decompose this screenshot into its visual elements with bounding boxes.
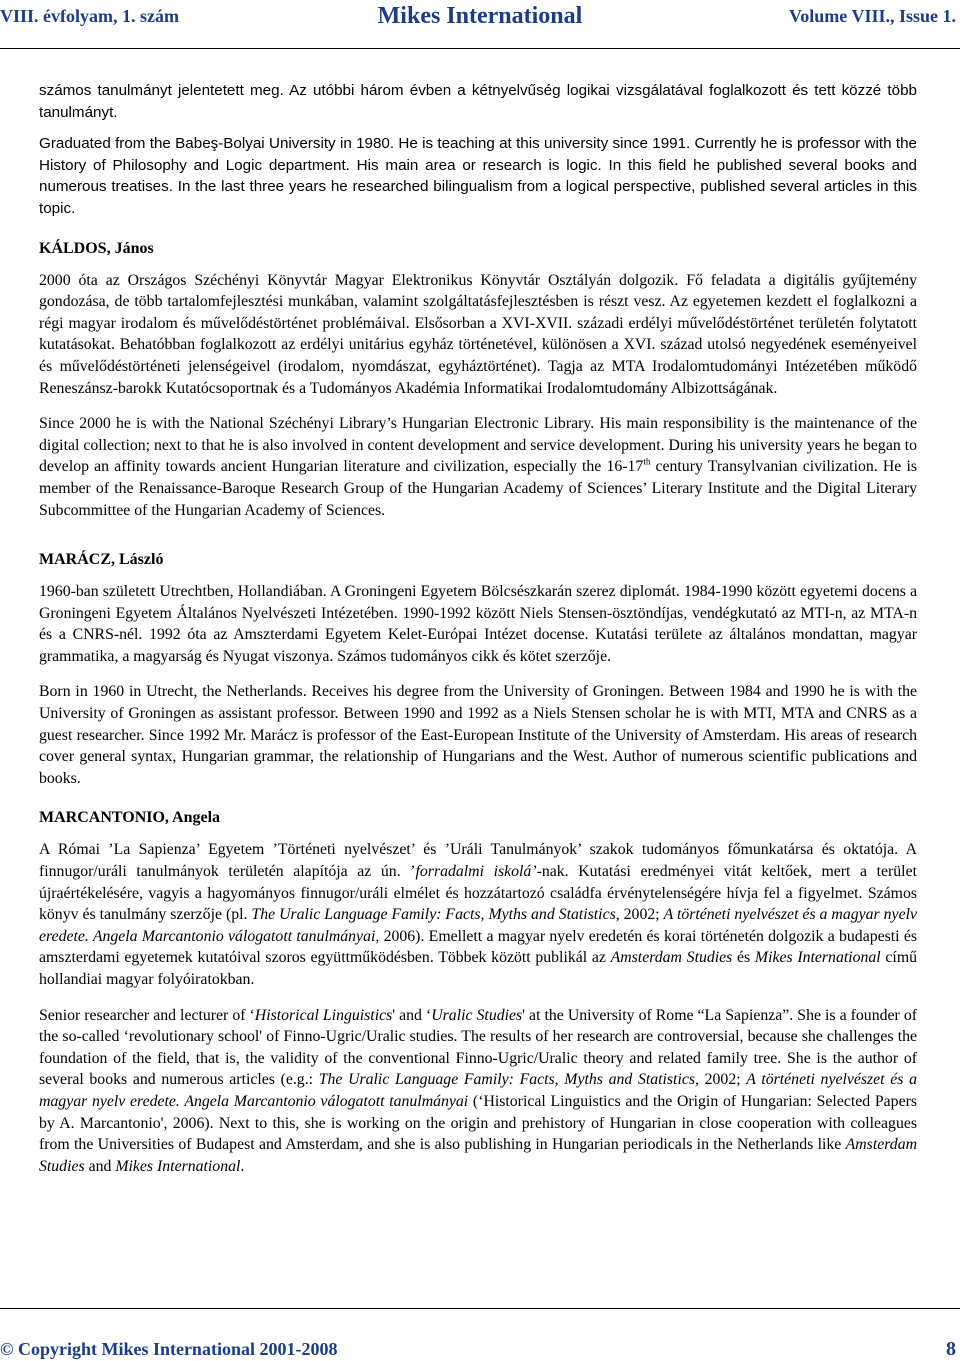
entry-en-paragraph: Born in 1960 in Utrecht, the Netherlands. Receives his degree from the University of Groningen. Between 1984 and 1990 he is with the University of Groningen as assistant professor. Between 1990 and 1992 as a Niels Stensen scholar he is with MTI, MTA and CNRS as a guest researcher. Since 1992 Mr. Marácz is professor of the East-European Institute of the University of Amsterdam. His areas of research cover general syntax, Hungarian grammar, the relationship of Hungarians and the West. Author of numerous scientific publications and books. <box>39 683 917 787</box>
header-divider <box>0 48 960 49</box>
page-header <box>0 0 960 44</box>
entry-text: 2006). Emellett a magyar nyelv eredetén és korai történetén dolgozik a budapesti és amszterdami egyetemek kutatóival szoros együttműködésben. Többek között publikál az <box>39 927 917 967</box>
header-volume-en: Volume VIII., Issue 1. <box>788 6 956 26</box>
entry-en-paragraph <box>39 1005 917 1178</box>
entry-text: (‘Historical Linguistics and the Origin of Hungarian: Selected Papers by A. Marcantonio', 2006). Next to this, she is working on the origin and prehistory of Hungarian in close cooperation with colleagues from the Universities of Budapest and Amsterdam, and she is also publishing in Hungarian periodicals in the Netherlands like <box>39 1092 917 1154</box>
entry-text: -nak. Kutatási eredményei vitát keltőek, mert a terület újraértékelésére, vagyis a hagyományos finnugor/uráli elmélet és hozzátartozó családfa érvénytelenségére hívja fel a figyelmet. Számos könyv és tanulmány szerzője (pl. <box>39 863 917 924</box>
article-body <box>39 80 917 1191</box>
page-number: 8 <box>946 1338 956 1360</box>
italic-title: Amsterdam Studies <box>39 1136 917 1175</box>
entry-hu-paragraph: számos tanulmányt jelentetett meg. Az utóbbi három évben a kétnyelvűség logikai vizsgálatával foglalkozott és tett közzé több tanulmányt. <box>39 82 917 121</box>
entry-name: MARÁCZ, László <box>39 551 164 569</box>
entry-name: MARCANTONIO, Angela <box>39 809 221 827</box>
superscript: th <box>643 457 651 468</box>
entry-text: című hollandiai magyar folyóiratokban. <box>39 949 917 988</box>
italic-title: Historical Linguistics <box>254 1006 393 1024</box>
entry-text: ' and ‘ <box>392 1006 432 1024</box>
italic-title: A történeti nyelvészet és a magyar nyelv eredete. Angela Marcantonio válogatott tanulmányai, <box>39 906 917 945</box>
entry-name: KÁLDOS, János <box>39 239 154 257</box>
entry-text: and <box>84 1157 116 1175</box>
italic-title: The Uralic Language Family: Facts, Myths and Statistics, <box>318 1071 699 1089</box>
entry-text: century Transylvanian civilization. He is member of the Renaissance-Baroque Research Group of the Hungarian Academy of Sciences’ Literary Institute and the Digital Literary Subcommittee of the Hungarian Academy of Sciences. <box>39 458 917 519</box>
italic-title: Uralic Studies <box>431 1006 523 1024</box>
footer-copyright: © Copyright Mikes International 2001-2008 <box>0 1339 338 1359</box>
italic-term: forradalmi iskolá’ <box>415 863 537 881</box>
entry-text: 2002; <box>698 1071 747 1089</box>
entry-text: . <box>240 1157 245 1175</box>
entry-hu-paragraph <box>39 839 917 990</box>
entry-text: ' at the University of Rome “La Sapienza”. She is a founder of the so-called ‘revolutionary school' of Finno-Ugric/Uralic studies. The results of her research are controversial, because she challenges the foundation of the field, that is, the validity of the conventional Finno-Ugric/Uralic theory and related family tree. She is the author of several books and numerous articles (e.g.: <box>39 1006 917 1089</box>
entry-en-paragraph <box>39 413 917 521</box>
entry-hu-paragraph: 1960-ban született Utrechtben, Hollandiában. A Groningeni Egyetem Bölcsészkarán szerez diplomát. 1984-1990 között egyetemi docens a Groningeni Egyetem Általános Nyelvészeti Intézetében. 1990-1992 között Niels Stensen-ösztöndíjas, vendégkutató az MTI-n, az MTA-n és a CNRS-nél. 1992 óta az Amszterdami Egyetem Kelet-Európai Intézet docense. Kutatási területe az általános mondattan, magyar grammatika, a magyarság és Nyugat viszonya. Számos tudományos cikk és kötet szerzője. <box>39 583 917 665</box>
header-journal-title: Mikes International <box>377 3 583 29</box>
entry-hu-paragraph: 2000 óta az Országos Széchényi Könyvtár Magyar Elektronikus Könyvtár Osztályán dolgozik. Fő feladata a digitális gyűjtemény gondozása, de több tartalomfejlesztési munkában, valamint szolgáltatásfejlesztésben is részt vesz. Az egyetemen kezdett el foglalkozni a régi magyar irodalom és művelődéstörténet problémáival. Elsősorban a XVI-XVII. századi erdélyi művelődéstörténet területén folytatott kutatásokat. Behatóbban foglalkozott az erdélyi unitárius egyház történetével, különösen a XVI. század utolsó negyedének eseményeivel és művelődéstörténeti jelenségeivel (irodalom, nyomdászat, egyháztörténet). Tagja az MTA Irodalomtudományi Intézetében működő Reneszánsz-barokk Kutatócsoportnak és a Tudományos Akadémia Informatikai Irodalomtudomány Albizottságának. <box>39 271 917 397</box>
entry-text: A Római ’La Sapienza’ Egyetem ’Történeti nyelvészet’ és ’Uráli Tanulmányok’ szakok tudományos főmunkatársa és oktatója. A finnugor/uráli tanulmányok területén alapítója az ún. ’ <box>39 841 917 881</box>
entry-text: Since 2000 he is with the National Széchényi Library’s Hungarian Electronic Library. His main responsibility is the maintenance of the digital collection; next to that he is also involved in content development and service development. During his university years he began to develop an affinity towards ancient Hungarian literature and civilization, especially the 16-17 <box>39 415 917 476</box>
italic-title: A történeti nyelvészet és a magyar nyelv eredete. Angela Marcantonio válogatott tanulmányai <box>39 1071 917 1110</box>
entry-text: és <box>732 949 755 967</box>
entry-text: 2002; <box>619 906 664 924</box>
italic-title: Mikes International <box>754 949 881 967</box>
italic-title: Amsterdam Studies <box>610 949 733 967</box>
entry-en-paragraph: Graduated from the Babeş-Bolyai University in 1980. He is teaching at this university since 1991. Currently he is professor with the History of Philosophy and Logic department. His main area or research is logic. In this field he published several books and numerous treatises. In the last three years he researched bilingualism from a logical perspective, published several articles in this topic. <box>39 135 917 217</box>
footer-divider <box>0 1308 960 1309</box>
header-volume-hu: VIII. évfolyam, 1. szám <box>0 6 179 26</box>
italic-title: The Uralic Language Family: Facts, Myths and Statistics, <box>251 906 620 924</box>
italic-title: Mikes International <box>115 1157 241 1175</box>
entry-text: Senior researcher and lecturer of ‘ <box>39 1006 255 1024</box>
